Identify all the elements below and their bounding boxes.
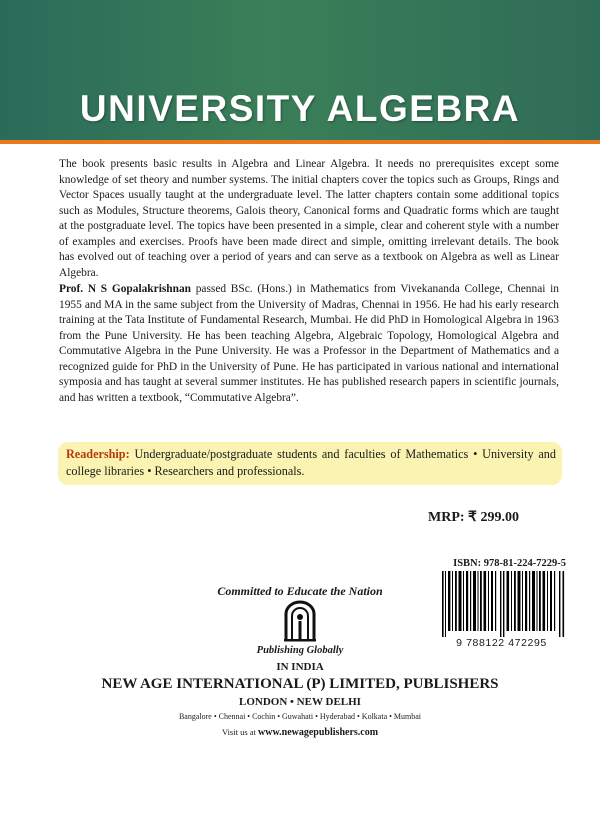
author-name: Prof. N S Gopalakrishnan [59,283,191,295]
publisher-cities: LONDON • NEW DELHI [239,696,361,708]
isbn-label: ISBN: 978-81-224-7229-5 [453,558,566,569]
readership-label: Readership: [66,447,130,461]
visit-prefix: Visit us at [221,727,259,737]
publisher-logo-icon [282,600,318,642]
price-label: MRP: ₹ 299.00 [428,510,519,525]
readership-audience: Undergraduate/postgraduate students and faculties of Mathematics • University and college libraries • Researchers and professionals. [66,447,556,478]
accent-rule [0,140,600,144]
author-bio: passed BSc. (Hons.) in Mathematics from Vivekananda College, Chennai in 1955 and MA in the same subject from the University of Madras, Chennai in 1956. He had his early research training at the Tata Institute of Fundamental Research, Mumbai. He did PhD in Homological Algebra in 1963 from the Pune University. He has been teaching Algebra, Algebraic Topology, Homological Algebra and Commutative Algebra in the Pune University. He was a Professor in the Department of Mathematics and a recognized guide for PhD in the University of Pune. He has participated in various national and international symposia and has taught at several summer institutes. He has published research papers in scientific journals, and has written a textbook, “Commutative Algebra”. [59,283,559,404]
publisher-website-link[interactable]: www.newagepublishers.com [258,727,379,738]
readership-text [66,446,556,480]
barcode-number: 9 788122 472295 [456,637,547,649]
publisher-country: IN INDIA [276,661,324,673]
publisher-branches: Bangalore • Chennai • Cochin • Guwahati • Hyderabad • Kolkata • Mumbai [178,712,422,721]
book-description: The book presents basic results in Algebra and Linear Algebra. It needs no prerequisites except some knowledge of set theory and number systems. The initial chapters cover the topics such as Groups, Rings and Vector Spaces usually taught at the undergraduate level. The latter chapters contain some additional topics such as Modules, Structure theorems, Galois theory, Canonical forms and Quadratic forms which are taught at the postgraduate level. The topics have been presented in a simple, clear and coherent style with a number of examples and exercises. Proofs have been made direct and simple, omitting irrelevant details. The book has evolved out of teaching over a period of years and can serve as a textbook on Algebra as well as Linear Algebra. [59,158,559,279]
author-bio-paragraph [59,282,559,406]
publisher-name: NEW AGE INTERNATIONAL (P) LIMITED, PUBLISHERS [101,676,499,692]
publisher-visit [0,727,600,738]
publisher-tagline: Publishing Globally [256,645,344,656]
publisher-motto: Committed to Educate the Nation [217,584,383,598]
barcode-icon [442,571,565,637]
book-title: UNIVERSITY ALGEBRA [79,88,521,129]
